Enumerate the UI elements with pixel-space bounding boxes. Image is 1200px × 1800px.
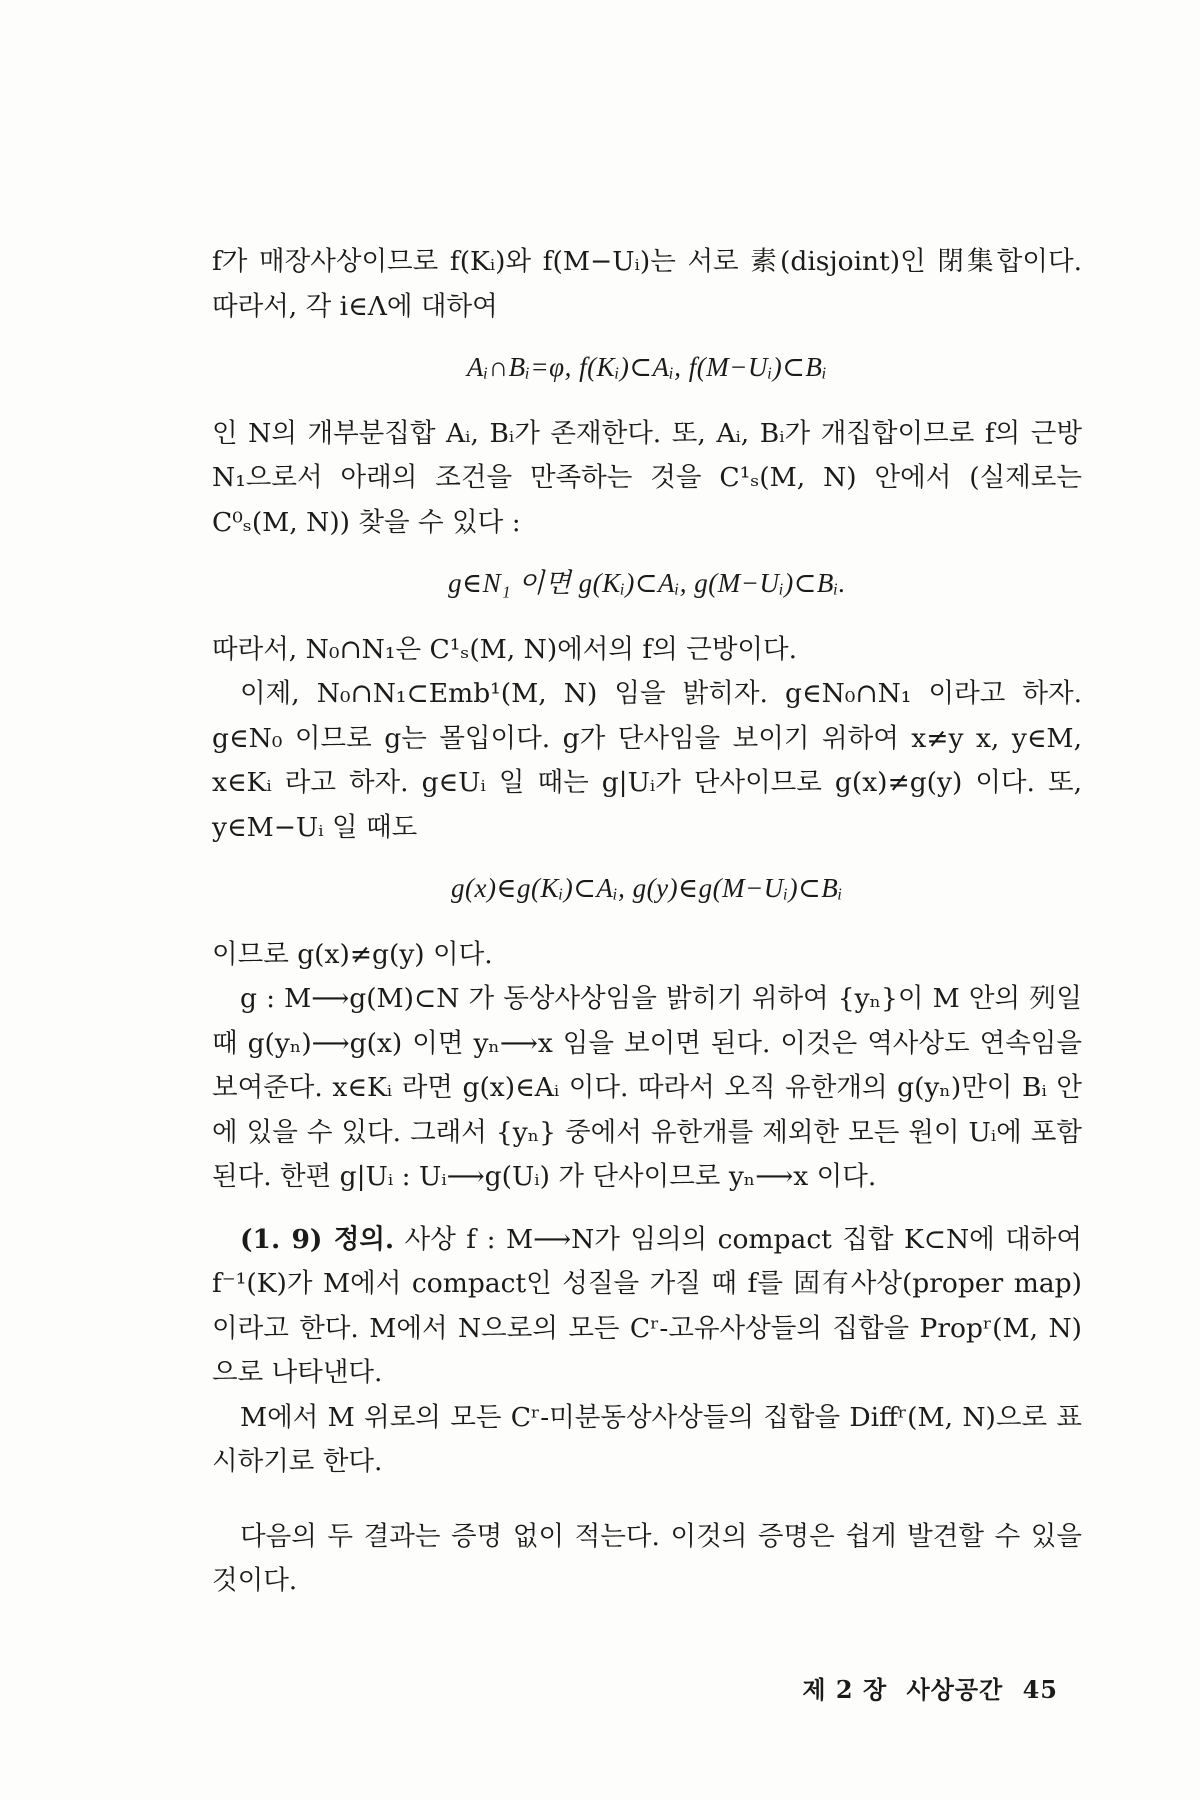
page-footer bbox=[792, 1670, 1058, 1705]
footer-chapter: 제 2 장 bbox=[802, 1675, 888, 1704]
paragraph-7: M에서 M 위로의 모든 Cʳ-미분동상사상들의 집합을 Diffʳ(M, N)으로 표시하기로 한다. bbox=[212, 1401, 1082, 1477]
paragraph-6: g : M⟶g(M)⊂N 가 동상사상임을 밝히기 위하여 {yₙ}이 M 안의 列일 때 g(yₙ)⟶g(x) 이면 yₙ⟶x 임을 보이면 된다. 이것은 역사상도 연속임을 보여준다. x∈Kᵢ 라면 g(x)∈Aᵢ 이다. 따라서 오직 유한개의 g(yₙ)만이 Bᵢ 안에 있을 수 있다. 그래서 {yₙ} 중에서 유한개를 제외한 모든 원이 Uᵢ에 포함된다. 한편 g|Uᵢ : Uᵢ⟶g(Uᵢ) 가 단사이므로 yₙ⟶x 이다. bbox=[212, 983, 1082, 1192]
paragraph-2: 인 N의 개부분집합 Aᵢ, Bᵢ가 존재한다. 또, Aᵢ, Bᵢ가 개집합이므로 f의 근방 N₁으로서 아래의 조건을 만족하는 것을 C¹ₛ(M, N) 안에서 (실제로는 C⁰ₛ(M, N)) 찾을 수 있다 : bbox=[212, 417, 1082, 538]
paragraph-4: 이제, N₀∩N₁⊂Emb¹(M, N) 임을 밝히자. g∈N₀∩N₁ 이라고 하자. g∈N₀ 이므로 g는 몰입이다. g가 단사임을 보이기 위하여 x≠y x, y∈M, x∈Kᵢ 라고 하자. g∈Uᵢ 일 때는 g|Uᵢ가 단사이므로 g(x)≠g(y) 이다. 또, y∈M−Uᵢ 일 때도 bbox=[212, 678, 1082, 843]
paragraph-1: f가 매장사상이므로 f(Kᵢ)와 f(M−Uᵢ)는 서로 素(disjoint)인 閉集합이다. 따라서, 각 i∈Λ에 대하여 bbox=[212, 246, 1082, 322]
definition-label: (1. 9) 정의. bbox=[240, 1223, 395, 1255]
formula-1: Aᵢ∩Bᵢ=φ, f(Kᵢ)⊂Aᵢ, f(M−Uᵢ)⊂Bᵢ bbox=[466, 352, 828, 382]
footer-chapter-title: 사상공간 bbox=[906, 1675, 1004, 1704]
formula-3: g(x)∈g(Kᵢ)⊂Aᵢ, g(y)∈g(M−Uᵢ)⊂Bᵢ bbox=[451, 873, 843, 903]
paragraph-3: 따라서, N₀∩N₁은 C¹ₛ(M, N)에서의 f의 근방이다. bbox=[212, 633, 798, 665]
page-body bbox=[212, 240, 1082, 1604]
definition-paragraph bbox=[212, 1218, 1082, 1396]
paragraph-5: 이므로 g(x)≠g(y) 이다. bbox=[212, 938, 493, 970]
page-number: 45 bbox=[1022, 1675, 1058, 1704]
formula-2: g∈N₁ 이면 g(Kᵢ)⊂Aᵢ, g(M−Uᵢ)⊂Bᵢ. bbox=[448, 568, 846, 598]
definition-text: 사상 f : M⟶N가 임의의 compact 집합 K⊂N에 대하여 f⁻¹(K)가 M에서 compact인 성질을 가질 때 f를 固有사상(proper map)이라고 한다. M에서 N으로의 모든 Cʳ-고유사상들의 집합을 Propʳ(M, N)으로 나타낸다. bbox=[212, 1223, 1082, 1388]
paragraph-8: 다음의 두 결과는 증명 없이 적는다. 이것의 증명은 쉽게 발견할 수 있을 것이다. bbox=[212, 1520, 1082, 1596]
